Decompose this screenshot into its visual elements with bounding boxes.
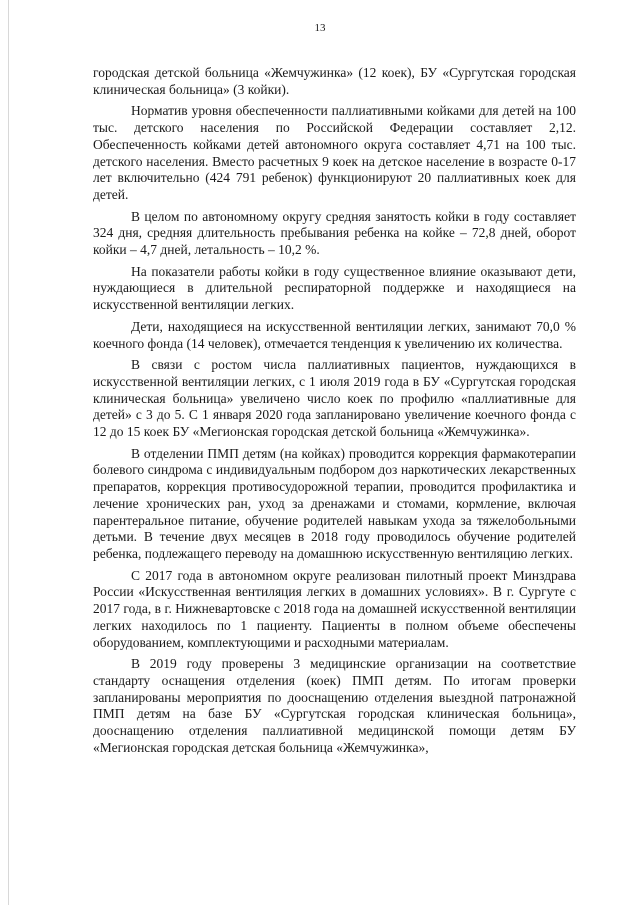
paragraph-5: Дети, находящиеся на искусственной вентиляции легких, занимают 70,0 % коечного фонда (14 человек), отмечается тенденция к увеличению их количества. (93, 318, 576, 351)
paragraph-7: В отделении ПМП детям (на койках) проводится коррекция фармакотерапии болевого синдрома с индивидуальным подбором доз наркотических лекарственных препаратов, коррекция противосудорожной терапии, проводится профилактика и лечение хронических ран, уход за дренажами и стомами, кормление, включая парентеральное питание, обучение родителей навыкам ухода за тяжелобольными детьми. В течение двух месяцев в 2018 году проводилось обучение родителей ребенка, подлежащего переводу на домашнюю искусственную вентиляцию легких. (93, 445, 576, 561)
paragraph-9: В 2019 году проверены 3 медицинские организации на соответствие стандарту оснащения отделения (коек) ПМП детям. По итогам проверки запланированы мероприятия по дооснащению отделения выездной патронажной ПМП детям на базе БУ «Сургутская городская клиническая больница», дооснащению отделения паллиативной медицинской помощи детям БУ «Мегионская городская детская больница «Жемчужинка», (93, 656, 576, 755)
paragraph-6: В связи с ростом числа паллиативных пациентов, нуждающихся в искусственной вентиляции легких, с 1 июля 2019 года в БУ «Сургутская городская клиническая больница» увеличено число коек по профилю «паллиативные для детей» с 3 до 5. С 1 января 2020 года запланировано увеличение коечного фонда с 12 до 15 коек БУ «Мегионская городская детской больница «Жемчужинка». (93, 357, 576, 440)
body-text (93, 65, 576, 761)
paragraph-4: На показатели работы койки в году существенное влияние оказывают дети, нуждающиеся в длительной респираторной поддержке и находящиеся на искусственной вентиляции легких. (93, 263, 576, 313)
scan-edge-line (8, 0, 9, 905)
page-number: 13 (314, 22, 326, 34)
paragraph-2: Норматив уровня обеспеченности паллиативными койками для детей на 100 тыс. детского населения по Российской Федерации составляет 2,12. Обеспеченность койками детей автономного округа составляет 4,71 на 100 тыс. детского населения. Вместо расчетных 9 коек на детское население в возрасте 0-17 лет включительно (424 791 ребенок) функционируют 20 паллиативных коек для детей. (93, 103, 576, 202)
paragraph-1: городская детской больница «Жемчужинка» (12 коек), БУ «Сургутская городская клиническая больница» (3 койки). (93, 65, 576, 97)
paragraph-3: В целом по автономному округу средняя занятость койки в году составляет 324 дня, средняя длительность пребывания ребенка на койке – 72,8 дней, оборот койки – 4,7 дней, летальность – 10,2 %. (93, 208, 576, 258)
paragraph-8: С 2017 года в автономном округе реализован пилотный проект Минздрава России «Искусственная вентиляция легких в домашних условиях». В г. Сургуте с 2017 года, в г. Нижневартовске с 2018 года на домашней искусственной вентиляции легких находилось по 1 пациенту. Пациенты в полном объеме обеспечены оборудованием, комплектующими и расходными материалам. (93, 567, 576, 650)
